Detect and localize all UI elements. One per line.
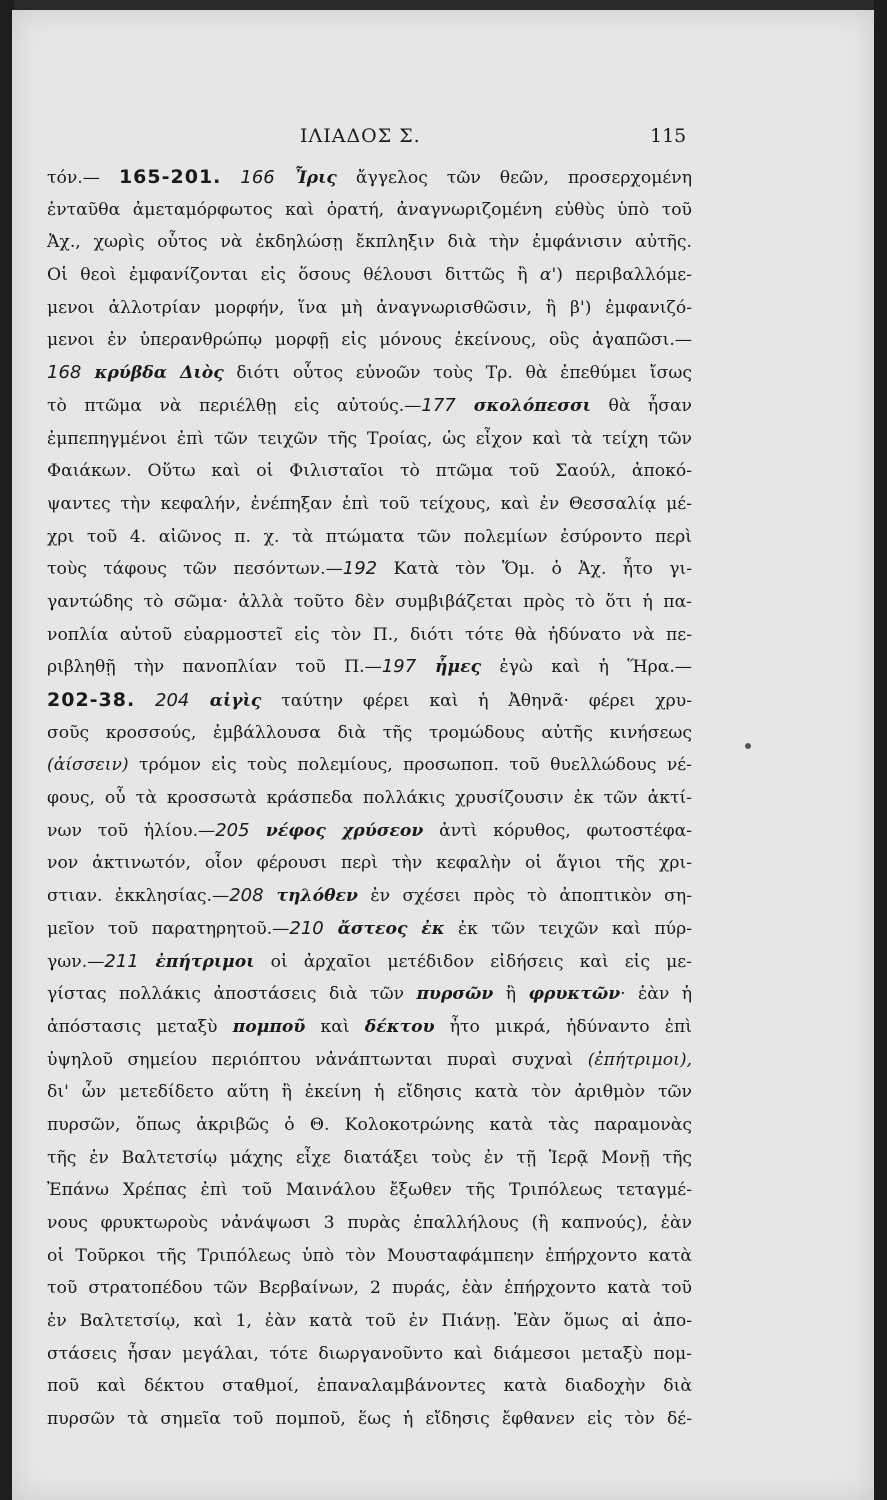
text-segment: ψαντες τὴν κεφαλήν, ἐνέπηξαν ἐπὶ τοῦ τείχους, καὶ ἐν Θεσσαλίᾳ μέ-	[47, 493, 692, 514]
text-segment: ἦτο μικρά, ἠδύναντο ἐπὶ	[434, 1016, 693, 1037]
text-segment: ἀπόστασις μεταξὺ	[47, 1016, 233, 1037]
text-segment: νοπλία αὐτοῦ εὐαρμοστεῖ εἰς τὸν Π., διότι τότε θὰ ἠδύνατο νὰ πε-	[47, 624, 692, 645]
line-reference: 168	[47, 362, 82, 384]
text-line	[47, 423, 692, 456]
text-segment: στάσεις ἦσαν μεγάλαι, τότε διωργανοῦντο καὶ διάμεσοι μεταξὺ πομ-	[47, 1343, 692, 1364]
text-segment: θὰ ἦσαν	[590, 395, 693, 416]
text-line	[47, 1272, 692, 1305]
text-line	[47, 978, 692, 1011]
text-line	[47, 390, 692, 423]
ink-speck	[745, 743, 751, 749]
text-segment: οἱ ἀρχαῖοι μετέδιδον εἰδήσεις καὶ εἰς με-	[254, 951, 692, 972]
line-reference: 197	[381, 656, 417, 678]
text-segment: ) περιβαλλόμε-	[556, 265, 692, 286]
text-line	[47, 815, 692, 848]
text-segment: δι' ὧν μετεδίδετο αὕτη ἢ ἐκείνη ἡ εἴδησις κατὰ τὸν ἀριθμὸν τῶν	[47, 1082, 692, 1103]
text-line	[47, 684, 692, 717]
page-header	[0, 125, 887, 155]
line-reference: 177	[421, 394, 456, 416]
text-segment: τῆς ἐν Βαλτετσίῳ μάχης εἶχε διατάξει τοὺς ἐν τῇ Ἱερᾷ Μονῇ τῆς	[47, 1147, 692, 1168]
text-segment: α'	[539, 265, 557, 286]
text-segment: ταύτην φέρει καὶ ἡ Ἀθηνᾶ· φέρει χρυ-	[261, 691, 693, 711]
text-segment: γαντώδης τὸ σῶμα· ἀλλὰ τοῦτο δὲν συμβιβάζεται πρὸς τὸ ὅτι ἡ πα-	[47, 591, 692, 612]
text-segment: Ἐπάνω Χρέπας ἐπὶ τοῦ Μαινάλου ἔξωθεν τῆς Τριπόλεως τεταγμέ-	[47, 1180, 692, 1201]
text-line	[47, 357, 692, 390]
text-line	[47, 161, 692, 194]
text-segment: τοὺς τάφους τῶν πεσόντων.—	[47, 559, 343, 580]
text-line	[47, 619, 692, 652]
text-segment: (ἀίσσειν)	[47, 755, 129, 776]
running-head: ΙΛΙΑΔΟΣ Σ.	[300, 125, 421, 147]
text-line	[47, 488, 692, 521]
text-line	[47, 1403, 692, 1436]
text-line	[47, 1338, 692, 1371]
text-segment: ἐκ τῶν τειχῶν καὶ πύρ-	[444, 918, 693, 939]
text-segment: πυρσῶν, ὅπως ἀκριβῶς ὁ Θ. Κολοκοτρώνης κατὰ τὰς παραμονὰς	[47, 1114, 692, 1135]
text-line	[47, 717, 692, 750]
text-segment: Οἱ θεοὶ ἐμφανίζονται εἰς ὅσους θέλουσι διττῶς ἢ	[47, 265, 540, 286]
text-line	[47, 586, 692, 619]
line-reference: 204	[155, 690, 190, 711]
text-line	[47, 946, 692, 979]
text-segment: τοῦ στρατοπέδου τῶν Βερβαίνων, 2 πυράς, ἐὰν ἐπήρχοντο κατὰ τοῦ	[47, 1278, 692, 1299]
text-line	[47, 1174, 692, 1207]
text-segment: γων.—	[47, 951, 105, 972]
text-line	[47, 1109, 692, 1142]
text-line	[47, 1370, 692, 1403]
lemma: ἄστεος ἐκ	[323, 918, 445, 939]
text-segment: ποῦ καὶ δέκτου σταθμοί, ἐπαναλαμβάνοντες κατὰ διαδοχὴν διὰ	[47, 1376, 692, 1397]
text-segment: καὶ	[305, 1016, 365, 1037]
text-segment: νους φρυκτωροὺς νἀνάψωσι 3 πυρὰς ἐπαλλήλους (ἢ καπνούς), ἐὰν	[47, 1213, 692, 1233]
page-number: 115	[650, 125, 687, 147]
text-line	[47, 1011, 692, 1044]
lemma: πυρσῶν	[416, 984, 494, 1005]
text-line	[47, 1044, 692, 1077]
text-segment: Κατὰ τὸν Ὅμ. ὁ Ἀχ. ἦτο γι-	[377, 559, 693, 580]
text-segment: ἐγὼ καὶ ἡ Ἥρα.—	[481, 657, 692, 678]
text-segment: σοῦς κροσσούς, ἐμβάλλουσα διὰ τῆς τρομώδους αὐτῆς κινήσεως	[47, 722, 692, 743]
line-reference: 205	[215, 819, 250, 841]
text-segment: (ἐπήτριμοι),	[587, 1049, 692, 1070]
verse-range: 202-38.	[47, 689, 136, 711]
text-line	[47, 749, 692, 782]
text-line	[47, 1240, 692, 1273]
line-reference: 208	[229, 885, 264, 907]
text-segment: διότι οὗτος εὐνοῶν τοὺς Τρ. θὰ ἐπεθύμει ἴσως	[223, 363, 692, 384]
line-reference: 166	[240, 167, 275, 188]
text-line	[47, 847, 692, 880]
text-segment: νων τοῦ ἡλίου.—	[47, 820, 216, 841]
lemma: τηλόθεν	[263, 886, 358, 907]
text-segment: τὸ πτῶμα νὰ περιέλθῃ εἰς αὐτούς.—	[47, 395, 422, 416]
text-segment: ὑψηλοῦ σημείου περιόπτου νἀνάπτωνται πυραὶ συχναὶ	[47, 1049, 588, 1070]
text-segment: πυρσῶν τὰ σημεῖα τοῦ πομποῦ, ἕως ἡ εἴδησις ἔφθανεν εἰς τὸν δέ-	[47, 1409, 692, 1430]
text-segment: φους, οὗ τὰ κροσσωτὰ κράσπεδα πολλάκις χρυσίζουσιν ἐκ τῶν ἀκτί-	[47, 788, 692, 809]
text-segment	[135, 691, 155, 711]
line-reference: 211	[104, 950, 139, 972]
text-line	[47, 880, 692, 913]
lemma: δέκτου	[364, 1016, 435, 1037]
text-segment: Φαιάκων. Οὕτω καὶ οἱ Φιλισταῖοι τὸ πτῶμα τοῦ Σαούλ, ἀποκό-	[47, 461, 692, 482]
text-segment: ἐν σχέσει πρὸς τὸ ἀποπτικὸν ση-	[357, 886, 693, 907]
text-line	[47, 194, 692, 227]
lemma: νέφος χρύσεον	[249, 820, 424, 841]
text-segment: ριβληθῇ τὴν πανοπλίαν τοῦ Π.—	[47, 657, 382, 678]
text-segment: τρόμον εἰς τοὺς πολεμίους, προσωποπ. τοῦ θυελλώδους νέ-	[128, 755, 692, 776]
text-segment: ἐν Βαλτετσίῳ, καὶ 1, ἐὰν κατὰ τοῦ ἐν Πιάνῃ. Ἐὰν ὅμως αἱ ἀπο-	[47, 1311, 692, 1332]
text-line	[47, 324, 692, 357]
lemma: ἐπήτριμοι	[138, 951, 255, 972]
text-segment: ἀντὶ κόρυθος, φωτοστέφα-	[423, 820, 692, 841]
text-segment: μεῖον τοῦ παρατηρητοῦ.—	[47, 918, 290, 939]
text-segment: χρι τοῦ 4. αἰῶνος π. χ. τὰ πτώματα τῶν πολεμίων ἐσύροντο περὶ	[47, 526, 692, 547]
text-line	[47, 1305, 692, 1338]
text-line	[47, 1076, 692, 1109]
lemma: ἦμες	[416, 657, 482, 678]
text-segment: στιαν. ἐκκλησίας.—	[47, 886, 230, 907]
text-segment: · ἐὰν ἡ	[620, 984, 692, 1005]
line-reference: 192	[342, 558, 378, 580]
text-line	[47, 1207, 692, 1240]
text-segment: γίστας πολλάκις ἀποστάσεις διὰ τῶν	[47, 984, 417, 1005]
text-line	[47, 553, 692, 586]
text-line	[47, 782, 692, 815]
text-segment: ἐνταῦθα ἀμεταμόρφωτος καὶ ὁρατή, ἀναγνωριζομένη εὐθὺς ὑπὸ τοῦ	[47, 199, 692, 220]
text-segment: νον ἀκτινωτόν, οἷον φέρουσι περὶ τὴν κεφαλὴν οἱ ἅγιοι τῆς χρι-	[47, 853, 692, 874]
text-segment: Ἀχ., χωρὶς οὗτος νὰ ἐκδηλώσῃ ἔκπληξιν διὰ τὴν ἐμφάνισιν αὐτῆς.	[47, 232, 692, 253]
text-line	[47, 651, 692, 684]
text-line	[47, 455, 692, 488]
text-line	[47, 292, 692, 325]
lemma: σκολόπεσσι	[455, 395, 591, 416]
text-segment: μενοι ἐν ὑπερανθρώπῳ μορφῇ εἰς μόνους ἐκείνους, οὓς ἀγαπῶσι.—	[47, 330, 692, 351]
text-segment: τόν.—	[47, 168, 119, 188]
commentary-text	[47, 161, 692, 1436]
text-line	[47, 913, 692, 946]
text-line	[47, 521, 692, 554]
lemma: φρυκτῶν	[528, 984, 621, 1005]
text-segment: μενοι ἀλλοτρίαν μορφήν, ἵνα μὴ ἀναγνωρισθῶσιν, ἢ β') ἐμφανιζό-	[47, 297, 692, 318]
verse-range: 165-201.	[118, 166, 222, 188]
lemma: κρύβδα Διὸς	[81, 363, 224, 384]
text-segment: οἱ Τοῦρκοι τῆς Τριπόλεως ὑπὸ τὸν Μουσταφάμπεην ἐπήρχοντο κατὰ	[47, 1245, 692, 1266]
lemma: αἰγὶς	[189, 691, 262, 711]
text-segment	[221, 168, 240, 188]
page-right-shadow	[874, 0, 887, 1500]
text-segment: ἐμπεπηγμένοι ἐπὶ τῶν τειχῶν τῆς Τροίας, ὡς εἶχον καὶ τὰ τείχη τῶν	[47, 428, 692, 449]
text-line	[47, 226, 692, 259]
text-segment: ἄγγελος τῶν θεῶν, προσερχομένη	[336, 168, 693, 188]
lemma: πομποῦ	[232, 1016, 306, 1037]
text-line	[47, 1142, 692, 1175]
text-segment: ἢ	[493, 984, 529, 1005]
line-reference: 210	[289, 917, 324, 939]
text-line	[47, 259, 692, 292]
lemma: Ἶρις	[274, 168, 337, 188]
